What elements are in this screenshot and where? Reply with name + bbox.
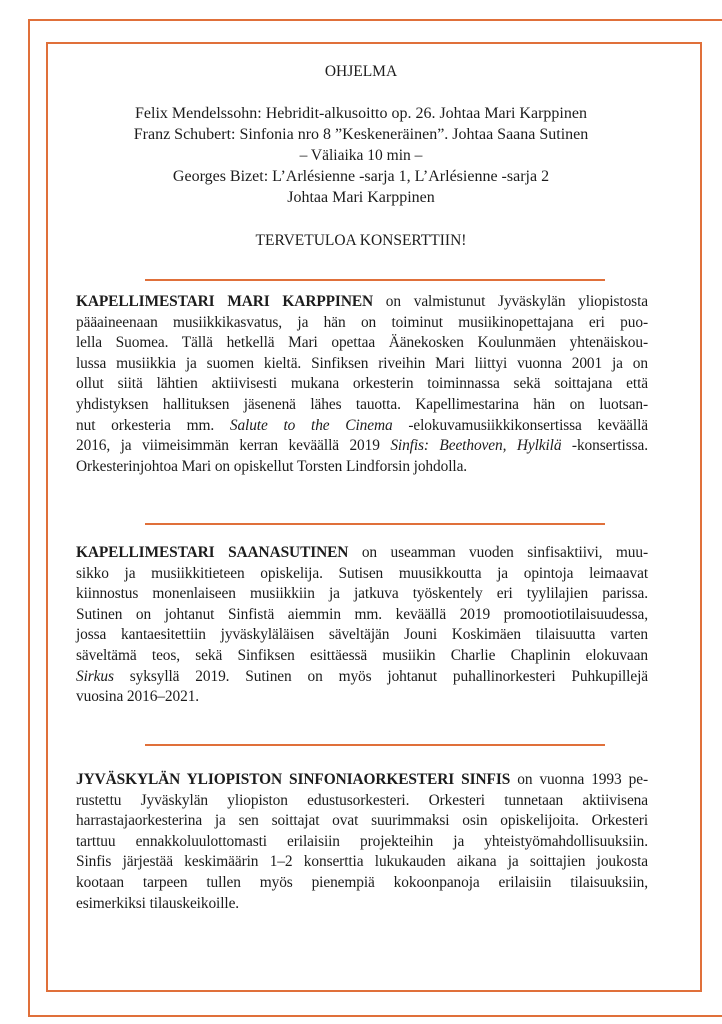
bio-line: lussa musiikkia ja suomen kieltä. Sinfiksen riveihin Mari liittyi vuonna 2001 ja on bbox=[76, 354, 648, 372]
bio-heading: KAPELLIMESTARI SAANASUTINEN bbox=[76, 544, 349, 561]
bio-line: yhdistyksen hallituksen jäsenenä lähes tauotta. Kapellimestarina hän on luotsan- bbox=[76, 395, 648, 413]
welcome-text: TERVETULOA KONSERTTIIN! bbox=[255, 232, 467, 249]
bio-line: esimerkiksi tilauskeikoille. bbox=[76, 894, 240, 912]
bio-line: pääaineenaan musiikkikasvatus, ja hän on toiminut musiikinopettajana eri puo- bbox=[76, 313, 648, 331]
bio-line: ollut siitä lähtien aktiivisesti mukana orkesterin toiminnassa sekä soittajana että bbox=[76, 375, 648, 393]
program-line: Johtaa Mari Karppinen bbox=[287, 189, 435, 206]
section-divider bbox=[145, 523, 605, 525]
bio-line: rustettu Jyväskylän yliopiston edustusorkesteri. Orkesteri tunnetaan aktiivisena bbox=[76, 791, 648, 809]
bio-line: Sinfis järjestää keskimäärin 1–2 konserttia lukukauden aikana ja soittajien joukosta bbox=[76, 853, 648, 871]
bio-line: kiinnostus monenlaiseen musiikkiin ja jatkuva työskentely eri tyylilajien parissa. bbox=[76, 585, 648, 603]
bio-line: säveltämä teos, sekä Sinfiksen esittäessä musiikin Charlie Chaplinin elokuvaan bbox=[76, 646, 648, 664]
bio-mari-karppinen bbox=[76, 292, 648, 477]
event-title: Sinfis: Beethoven, Hylkilä bbox=[390, 437, 562, 455]
bio-line: Sirkus syksyllä 2019. Sutinen on myös johtanut puhallinorkesteri Puhkupillejä bbox=[76, 667, 648, 685]
bio-line: Orkesterinjohtoa Mari on opiskellut Torsten Lindforsin johdolla. bbox=[76, 457, 468, 475]
bio-line: lella Suomea. Tällä hetkellä Mari opettaa Äänekosken Koulunmäen yhtenäiskou- bbox=[76, 334, 648, 352]
bio-line: KAPELLIMESTARI MARI KARPPINEN on valmistunut Jyväskylän yliopistosta bbox=[76, 293, 648, 310]
bio-line: JYVÄSKYLÄN YLIOPISTON SINFONIAORKESTERI SINFIS on vuonna 1993 pe- bbox=[76, 771, 648, 788]
outer-frame-left bbox=[28, 19, 30, 1017]
bio-line: nut orkesteria mm. Salute to the Cinema -elokuvamusiikkikonsertissa keväällä bbox=[76, 416, 648, 434]
bio-line: Sutinen on johtanut Sinfistä aiemmin mm. keväällä 2019 promootiotilaisuudessa, bbox=[76, 605, 648, 623]
program-heading: OHJELMA bbox=[324, 63, 398, 80]
bio-line: KAPELLIMESTARI SAANASUTINEN on useamman vuoden sinfisaktiivi, muu- bbox=[76, 544, 648, 561]
bio-line: 2016, ja viimeisimmän kerran keväällä 2019 Sinfis: Beethoven, Hylkilä -konsertissa. bbox=[76, 437, 648, 455]
section-divider bbox=[145, 744, 605, 746]
bio-line: tarttuu ennakkoluulottomasti erilaisiin projekteihin ja yhteistyömahdollisuuksiin. bbox=[76, 832, 648, 850]
event-title: Salute to the Cinema bbox=[229, 416, 393, 434]
program-line: Franz Schubert: Sinfonia nro 8 ”Keskeneräinen”. Johtaa Saana Sutinen bbox=[133, 126, 589, 143]
section-divider bbox=[145, 279, 605, 281]
bio-saana-sutinen bbox=[76, 543, 648, 708]
bio-line: kootaan tarpeen tullen myös pienempiä kokoonpanoja erilaisiin tilaisuuksiin, bbox=[76, 873, 648, 891]
program-line: Georges Bizet: L’Arlésienne -sarja 1, L’Arlésienne -sarja 2 bbox=[172, 168, 550, 185]
bio-line: vuosina 2016–2021. bbox=[76, 688, 200, 706]
bio-line: jossa kantaesitettiin jyväskyläläisen säveltäjän Jouni Koskimäen tilaisuutta varten bbox=[76, 626, 648, 644]
outer-frame-top bbox=[28, 19, 722, 21]
outer-frame-bottom bbox=[28, 1015, 722, 1017]
bio-sinfis bbox=[76, 770, 648, 914]
film-title: Sirkus bbox=[76, 667, 114, 685]
program-line: Felix Mendelssohn: Hebridit-alkusoitto op. 26. Johtaa Mari Karppinen bbox=[135, 105, 587, 122]
program-intermission: – Väliaika 10 min – bbox=[299, 147, 423, 164]
bio-line: sikko ja musiikkitieteen opiskelija. Sutisen muusikkoutta ja opintoja leimaavat bbox=[76, 564, 648, 582]
bio-heading: JYVÄSKYLÄN YLIOPISTON SINFONIAORKESTERI SINFIS bbox=[76, 771, 511, 788]
bio-line: harrastajaorkesterina ja sen soittajat ovat suurimmaksi osin opiskelijoita. Orkesteri bbox=[76, 812, 648, 830]
bio-heading: KAPELLIMESTARI MARI KARPPINEN bbox=[76, 293, 374, 310]
